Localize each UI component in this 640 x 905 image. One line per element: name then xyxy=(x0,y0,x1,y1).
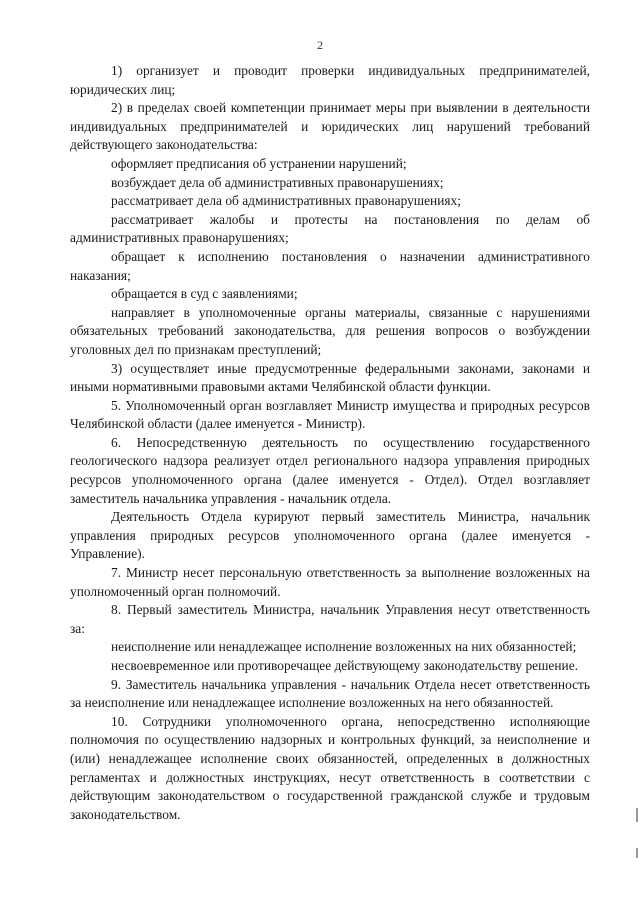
scan-edge-mark xyxy=(636,808,638,822)
paragraph: обращает к исполнению постановления о назначении административного наказания; xyxy=(70,248,590,283)
paragraph: 1) организует и проводит проверки индивидуальных предпринимателей, юридических лиц; xyxy=(70,63,590,97)
page-number: 2 xyxy=(317,38,323,52)
paragraph: 10. Сотрудники уполномоченного органа, непосредственно исполняющие полномочия по осуществлению надзорных и контрольных функций, за неисполнение и (или) ненадлежащее исполнение своих обязанностей, определенных в должностных регламентах и должностных инструкциях, несут ответственность в соответствии с действующим законодательством о государственной гражданской службе и трудовым законодательством. xyxy=(70,713,590,822)
paragraph: рассматривает дела об административных правонарушениях; xyxy=(111,193,461,209)
scan-edge-mark xyxy=(636,848,638,858)
paragraph: 3) осуществляет иные предусмотренные федеральными законами, законами и иными нормативными правовыми актами Челябинской области функции. xyxy=(70,360,590,395)
paragraph: 2) в пределах своей компетенции принимает меры при выявлении в деятельности индивидуальных предпринимателей и юридических лиц нарушений требований действующего законодательства: xyxy=(70,100,590,153)
paragraph: несвоевременное или противоречащее действующему законодательству решение. xyxy=(111,658,578,673)
paragraph: рассматривает жалобы и протесты на постановления по делам об административных правонарушениях; xyxy=(70,211,590,246)
paragraph: 8. Первый заместитель Министра, начальник Управления несут ответственность за: xyxy=(70,602,590,636)
paragraph: 6. Непосредственную деятельность по осуществлению государственного геологического надзора реализует отдел регионального надзора управления природных ресурсов уполномоченного органа (далее именуется - Отдел). Отдел возглавляет заместитель начальника управления - начальник отдела. xyxy=(70,434,590,506)
paragraph: 7. Министр несет персональную ответственность за выполнение возложенных на уполномоченный орган полномочий. xyxy=(70,565,590,599)
paragraph: возбуждает дела об административных правонарушениях; xyxy=(111,174,444,190)
paragraph: оформляет предписания об устранении нарушений; xyxy=(111,155,407,171)
document-body xyxy=(70,62,590,824)
paragraph: 9. Заместитель начальника управления - начальник Отдела несет ответственность за неисполнение или ненадлежащее исполнение возложенных на него обязанностей. xyxy=(70,676,590,711)
paragraph: неисполнение или ненадлежащее исполнение возложенных на них обязанностей; xyxy=(111,639,577,655)
paragraph: 5. Уполномоченный орган возглавляет Министр имущества и природных ресурсов Челябинской области (далее именуется - Министр). xyxy=(70,397,590,432)
paragraph: Деятельность Отдела курируют первый заместитель Министра, начальник управления природных ресурсов уполномоченного органа (далее именуется - Управление). xyxy=(70,509,590,562)
paragraph: направляет в уполномоченные органы материалы, связанные с нарушениями обязательных требований законодательства, для решения вопросов о возбуждении уголовных дел по признакам преступлений; xyxy=(70,304,590,357)
paragraph: обращается в суд с заявлениями; xyxy=(111,286,298,302)
